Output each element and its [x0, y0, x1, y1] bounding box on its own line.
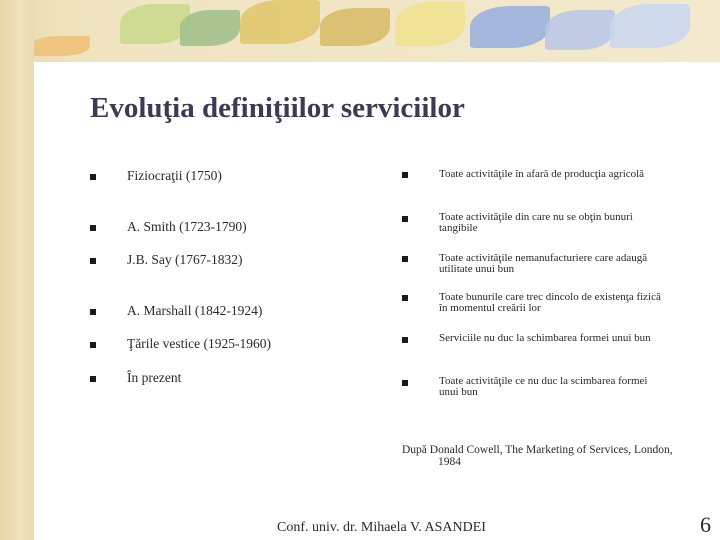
- left-item: Fiziocraţii (1750): [127, 168, 222, 183]
- right-item-line: Serviciile nu duc la schimbarea formei unui bun: [439, 332, 651, 344]
- leaf-decoration: [545, 10, 615, 50]
- right-item: [439, 212, 689, 234]
- bullet: [90, 225, 96, 231]
- footer-author: Conf. univ. dr. Mihaela V. ASANDEI: [277, 520, 486, 535]
- right-item: [439, 376, 689, 398]
- right-item-line: Toate activităţile nemanufacturiere care adaugă: [439, 252, 648, 264]
- right-item-line: unui bun: [439, 386, 478, 398]
- right-item-line: în momentul creării lor: [439, 302, 541, 314]
- leaf-decoration: [470, 6, 550, 48]
- bullet: [402, 216, 408, 222]
- right-item-line: utilitate unui bun: [439, 263, 515, 275]
- leaf-decoration: [180, 10, 240, 46]
- left-item: J.B. Say (1767-1832): [127, 252, 243, 267]
- page-number: 6: [700, 512, 711, 537]
- bullet: [90, 376, 96, 382]
- leaf-decoration: [610, 4, 690, 48]
- right-item: [439, 169, 689, 180]
- leaf-decoration: [240, 0, 320, 44]
- leaf-decoration: [395, 2, 465, 46]
- source-line: 1984: [438, 455, 461, 468]
- bullet: [402, 295, 408, 301]
- bullet: [402, 256, 408, 262]
- source-line: După Donald Cowell, The Marketing of Services, London,: [402, 444, 673, 456]
- bullet: [402, 172, 408, 178]
- header-decoration: [0, 0, 720, 62]
- left-item: A. Marshall (1842-1924): [127, 303, 263, 318]
- bullet: [90, 174, 96, 180]
- right-item: [439, 292, 689, 314]
- right-item-line: Toate activităţile din care nu se obţin bunuri: [439, 211, 633, 223]
- leaf-decoration: [30, 36, 90, 56]
- slide-title: Evoluţia definiţiilor serviciilor: [90, 92, 465, 124]
- left-item: În prezent: [127, 370, 182, 385]
- bullet: [402, 380, 408, 386]
- right-item-line: Toate activităţile în afară de producţia agricolă: [439, 168, 645, 180]
- right-item: [439, 253, 689, 275]
- bullet: [90, 342, 96, 348]
- right-item-line: tangibile: [439, 222, 478, 234]
- right-item: [439, 333, 689, 344]
- bullet: [90, 309, 96, 315]
- left-decoration: [0, 0, 34, 540]
- bullet: [402, 337, 408, 343]
- right-item-line: Toate bunurile care trec dincolo de existenţa fizică: [439, 291, 661, 303]
- leaf-decoration: [320, 8, 390, 46]
- left-item: A. Smith (1723-1790): [127, 219, 247, 234]
- source-citation: [402, 445, 702, 468]
- bullet: [90, 258, 96, 264]
- right-item-line: Toate activităţile ce nu duc la scimbarea formei: [439, 375, 648, 387]
- left-item: Ţările vestice (1925-1960): [127, 336, 271, 351]
